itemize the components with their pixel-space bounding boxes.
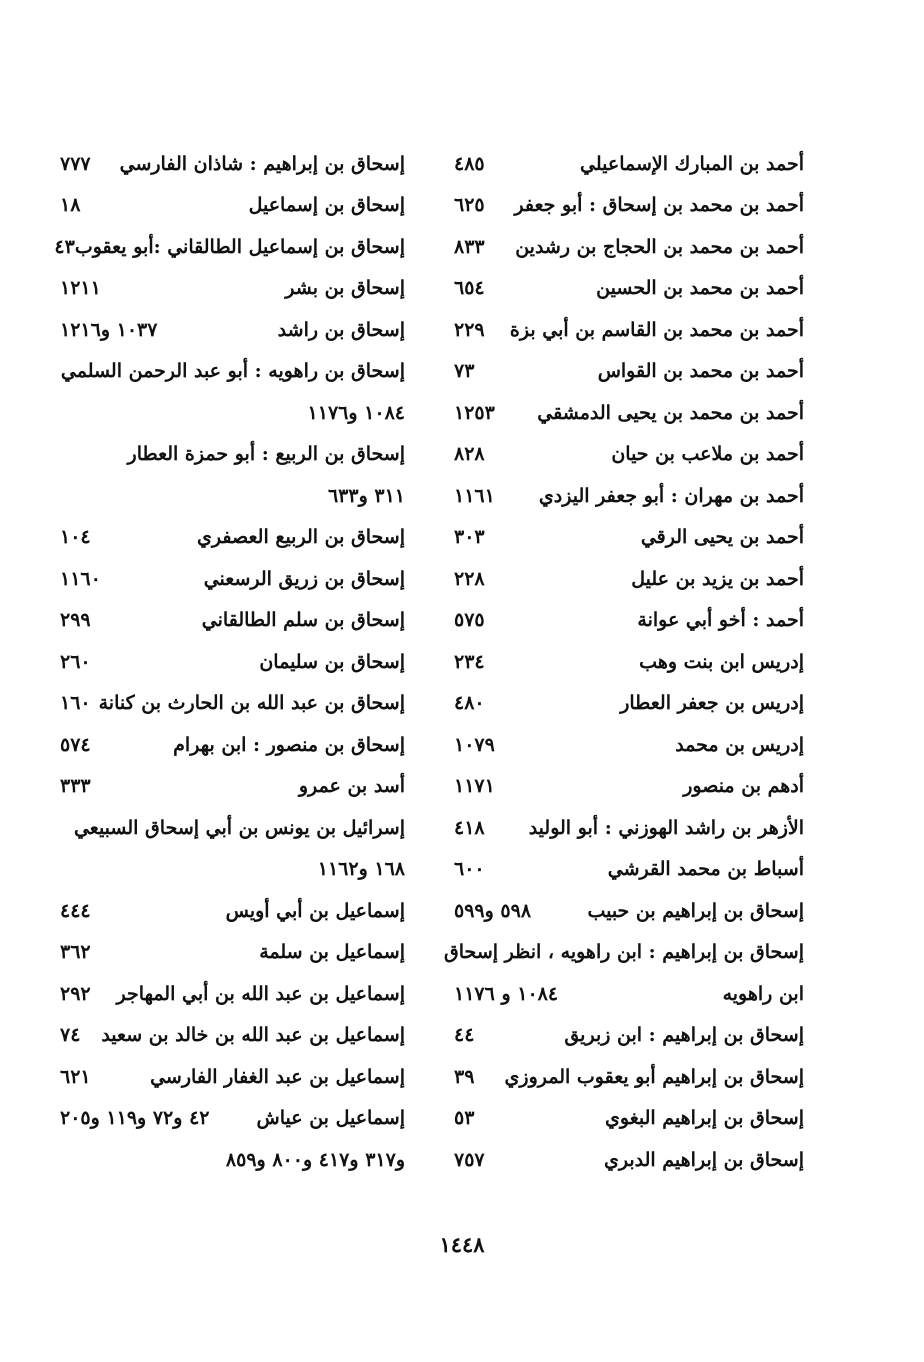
entry-pages: ٣٩ <box>454 1065 475 1088</box>
entry-pages: ٢٩٩ <box>60 609 91 632</box>
index-column-left <box>54 143 405 1181</box>
entry-pages: ١٠٣٧ و١٢١٦ <box>60 318 158 341</box>
entry-name: إسحاق بن راشد <box>277 318 405 341</box>
entry-pages: ٧٧٧ <box>60 152 91 175</box>
entry-pages: ٨٣٣ <box>454 235 485 258</box>
entry-pages: ٤٨٥ <box>454 152 485 175</box>
entry-pages: ١١٦٠ <box>60 567 101 590</box>
entry-name: إسحاق بن إسماعيل الطالقاني :أبو يعقوب <box>74 235 405 258</box>
entry-name: أحمد بن المبارك الإسماعيلي <box>580 152 804 175</box>
entry-name: إدريس بن جعفر العطار <box>620 692 804 715</box>
entry-name: إسماعيل بن عياش <box>256 1107 405 1130</box>
entry-name: أسد بن عمرو <box>298 775 405 798</box>
index-entry <box>454 517 804 559</box>
index-entry <box>454 807 804 849</box>
entry-pages: ٧٣ <box>454 360 475 383</box>
entry-pages: ١١٦١ <box>454 484 495 507</box>
entry-name: إسحاق بن سلم الطالقاني <box>201 609 405 632</box>
entry-pages: ٦٠٠ <box>454 858 485 881</box>
entry-pages: ١٦٨ و١١٦٢ <box>317 858 405 881</box>
entry-pages: ١٢١١ <box>60 277 101 300</box>
index-entry <box>60 185 405 227</box>
entry-name: إدريس ابن بنت وهب <box>639 650 804 673</box>
entry-name: إسحاق بن الربيع : أبو حمزة العطار <box>127 443 405 466</box>
index-entry <box>454 766 804 808</box>
entry-pages: و٣١٧ و٤١٧ و٨٠٠ و٨٥٩ <box>225 1148 405 1171</box>
index-entry <box>60 600 405 642</box>
index-entry <box>454 185 804 227</box>
entry-name: إسحاق بن إبراهيم : شاذان الفارسي <box>119 152 405 175</box>
entry-name: إدريس بن محمد <box>675 733 804 756</box>
entry-name: إسحاق بن منصور : ابن بهرام <box>173 733 405 756</box>
index-entry <box>444 932 804 974</box>
entry-name: إسحاق بن إبراهيم أبو يعقوب المروزي <box>504 1065 804 1088</box>
index-entry <box>454 1098 804 1140</box>
entry-pages: ٨٢٨ <box>454 443 485 466</box>
entry-pages: ١٢٥٣ <box>454 401 495 424</box>
entry-pages: ١٠٤ <box>60 526 91 549</box>
index-entry <box>60 392 405 434</box>
index-entry <box>60 807 405 849</box>
index-entry <box>454 683 804 725</box>
entry-pages: ٥٩٨ و٥٩٩ <box>454 899 532 922</box>
index-entry <box>454 309 804 351</box>
index-column-right <box>444 143 804 1181</box>
entry-pages: ٣١١ و٦٣٣ <box>327 484 405 507</box>
entry-name: إسحاق بن بشر <box>285 277 405 300</box>
entry-name: أحمد بن ملاعب بن حيان <box>611 443 804 466</box>
entry-name: إسماعيل بن عبد الله بن خالد بن سعيد <box>101 1024 405 1047</box>
index-entry <box>454 226 804 268</box>
index-entry <box>60 1139 405 1181</box>
entry-name: إسحاق بن عبد الله بن الحارث بن كنانة <box>98 692 405 715</box>
index-entry <box>60 268 405 310</box>
index-entry <box>454 973 804 1015</box>
index-entry <box>60 558 405 600</box>
entry-name: إسماعيل بن سلمة <box>259 941 405 964</box>
entry-name: إسحاق بن سليمان <box>259 650 405 673</box>
index-entry <box>60 641 405 683</box>
entry-name: أحمد بن محمد بن الحجاج بن رشدين <box>515 235 804 258</box>
entry-name: إسحاق بن إبراهيم : ابن زبريق <box>564 1024 804 1047</box>
index-entry <box>454 1056 804 1098</box>
entry-name: أحمد بن محمد بن القواس <box>597 360 804 383</box>
index-entry <box>60 475 405 517</box>
entry-name: إسماعيل بن عبد الغفار الفارسي <box>150 1065 405 1088</box>
entry-pages: ٣٣٣ <box>60 775 91 798</box>
index-entry <box>454 392 804 434</box>
entry-name: أحمد بن مهران : أبو جعفر اليزدي <box>538 484 804 507</box>
entry-pages: ٢٢٩ <box>454 318 485 341</box>
entry-pages: ١٠٧٩ <box>454 733 495 756</box>
entry-pages: ٢٣٤ <box>454 650 485 673</box>
entry-pages: ٦٢٥ <box>454 194 485 217</box>
entry-pages: ٧٤ <box>60 1024 81 1047</box>
index-entry <box>60 517 405 559</box>
index-entry <box>454 558 804 600</box>
entry-name: أحمد بن محمد بن الحسين <box>596 277 804 300</box>
entry-pages: ٧٥٧ <box>454 1148 485 1171</box>
entry-pages: ٢٩٢ <box>60 982 91 1005</box>
entry-pages: ٦٢١ <box>60 1065 91 1088</box>
entry-name: أحمد بن محمد بن إسحاق : أبو جعفر <box>514 194 804 217</box>
entry-pages: ٥٧٥ <box>454 609 485 632</box>
index-entry <box>60 1098 405 1140</box>
index-entry <box>60 683 405 725</box>
entry-name: أحمد بن محمد بن القاسم بن أبي بزة <box>509 318 804 341</box>
index-entry <box>454 351 804 393</box>
entry-name: إسماعيل بن عبد الله بن أبي المهاجر <box>116 982 405 1005</box>
index-entry <box>454 724 804 766</box>
entry-pages: ٢٦٠ <box>60 650 91 673</box>
entry-name: إسحاق بن إبراهيم البغوي <box>605 1107 804 1130</box>
entry-pages: ٦٥٤ <box>454 277 485 300</box>
entry-pages: ٤١٨ <box>454 816 485 839</box>
entry-pages: ٤٢ و٧٢ و١١٩ و٢٠٥ <box>60 1107 210 1130</box>
index-entry <box>454 143 804 185</box>
entry-pages: ٥٧٤ <box>60 733 91 756</box>
index-entry <box>454 434 804 476</box>
entry-name: إسحاق بن راهويه : أبو عبد الرحمن السلمي <box>60 360 405 383</box>
entry-pages: ٤٣ <box>54 235 75 258</box>
index-entry <box>454 849 804 891</box>
index-entry <box>454 890 804 932</box>
entry-name: أحمد بن يزيد بن عليل <box>631 567 804 590</box>
index-entry <box>60 973 405 1015</box>
entry-name: إسماعيل بن أبي أويس <box>225 899 405 922</box>
index-entry <box>60 724 405 766</box>
index-entry <box>60 766 405 808</box>
index-entry <box>60 1015 405 1057</box>
entry-name: أحمد بن محمد بن يحيى الدمشقي <box>537 401 804 424</box>
index-entry <box>54 226 405 268</box>
entry-pages: ٤٤٤ <box>60 899 91 922</box>
entry-name: إسحاق بن إبراهيم : ابن راهويه ، انظر إسحاق <box>444 941 804 964</box>
index-entry <box>60 351 405 393</box>
entry-pages: ٣٦٢ <box>60 941 91 964</box>
index-entry <box>454 600 804 642</box>
entry-pages: ١٠٨٤ و ١١٧٦ <box>454 982 559 1005</box>
entry-name: إسرائيل بن يونس بن أبي إسحاق السبيعي <box>73 816 405 839</box>
entry-pages: ١٦٠ <box>60 692 91 715</box>
index-entry <box>60 890 405 932</box>
entry-name: أحمد : أخو أبي عوانة <box>637 609 804 632</box>
index-entry <box>454 1015 804 1057</box>
entry-pages: ٤٨٠ <box>454 692 485 715</box>
entry-pages: ٢٢٨ <box>454 567 485 590</box>
entry-pages: ١١٧١ <box>454 775 495 798</box>
entry-name: إسحاق بن زريق الرسعني <box>203 567 405 590</box>
entry-name: إسحاق بن الربيع العصفري <box>197 526 405 549</box>
index-entry <box>60 434 405 476</box>
index-entry <box>454 1139 804 1181</box>
index-entry <box>454 268 804 310</box>
entry-name: أدهم بن منصور <box>683 775 804 798</box>
index-entry <box>60 309 405 351</box>
index-entry <box>454 641 804 683</box>
entry-pages: ١٠٨٤ و١١٧٦ <box>307 401 405 424</box>
entry-name: إسحاق بن إبراهيم الدبري <box>603 1148 804 1171</box>
entry-name: إسحاق بن إبراهيم بن حبيب <box>587 899 804 922</box>
entry-pages: ٤٤ <box>454 1024 475 1047</box>
entry-name: أسباط بن محمد القرشي <box>607 858 804 881</box>
index-entry <box>60 932 405 974</box>
index-entry <box>60 1056 405 1098</box>
entry-pages: ١٨ <box>60 194 81 217</box>
entry-name: إسحاق بن إسماعيل <box>248 194 405 217</box>
entry-name: أحمد بن يحيى الرقي <box>640 526 804 549</box>
index-entry <box>454 475 804 517</box>
entry-pages: ٣٠٣ <box>454 526 485 549</box>
entry-pages: ٥٣ <box>454 1107 475 1130</box>
index-entry <box>60 849 405 891</box>
page-number: ١٤٤٨ <box>439 1232 485 1257</box>
entry-name: ابن راهويه <box>722 982 804 1005</box>
entry-name: الأزهر بن راشد الهوزني : أبو الوليد <box>528 816 804 839</box>
index-entry <box>60 143 405 185</box>
